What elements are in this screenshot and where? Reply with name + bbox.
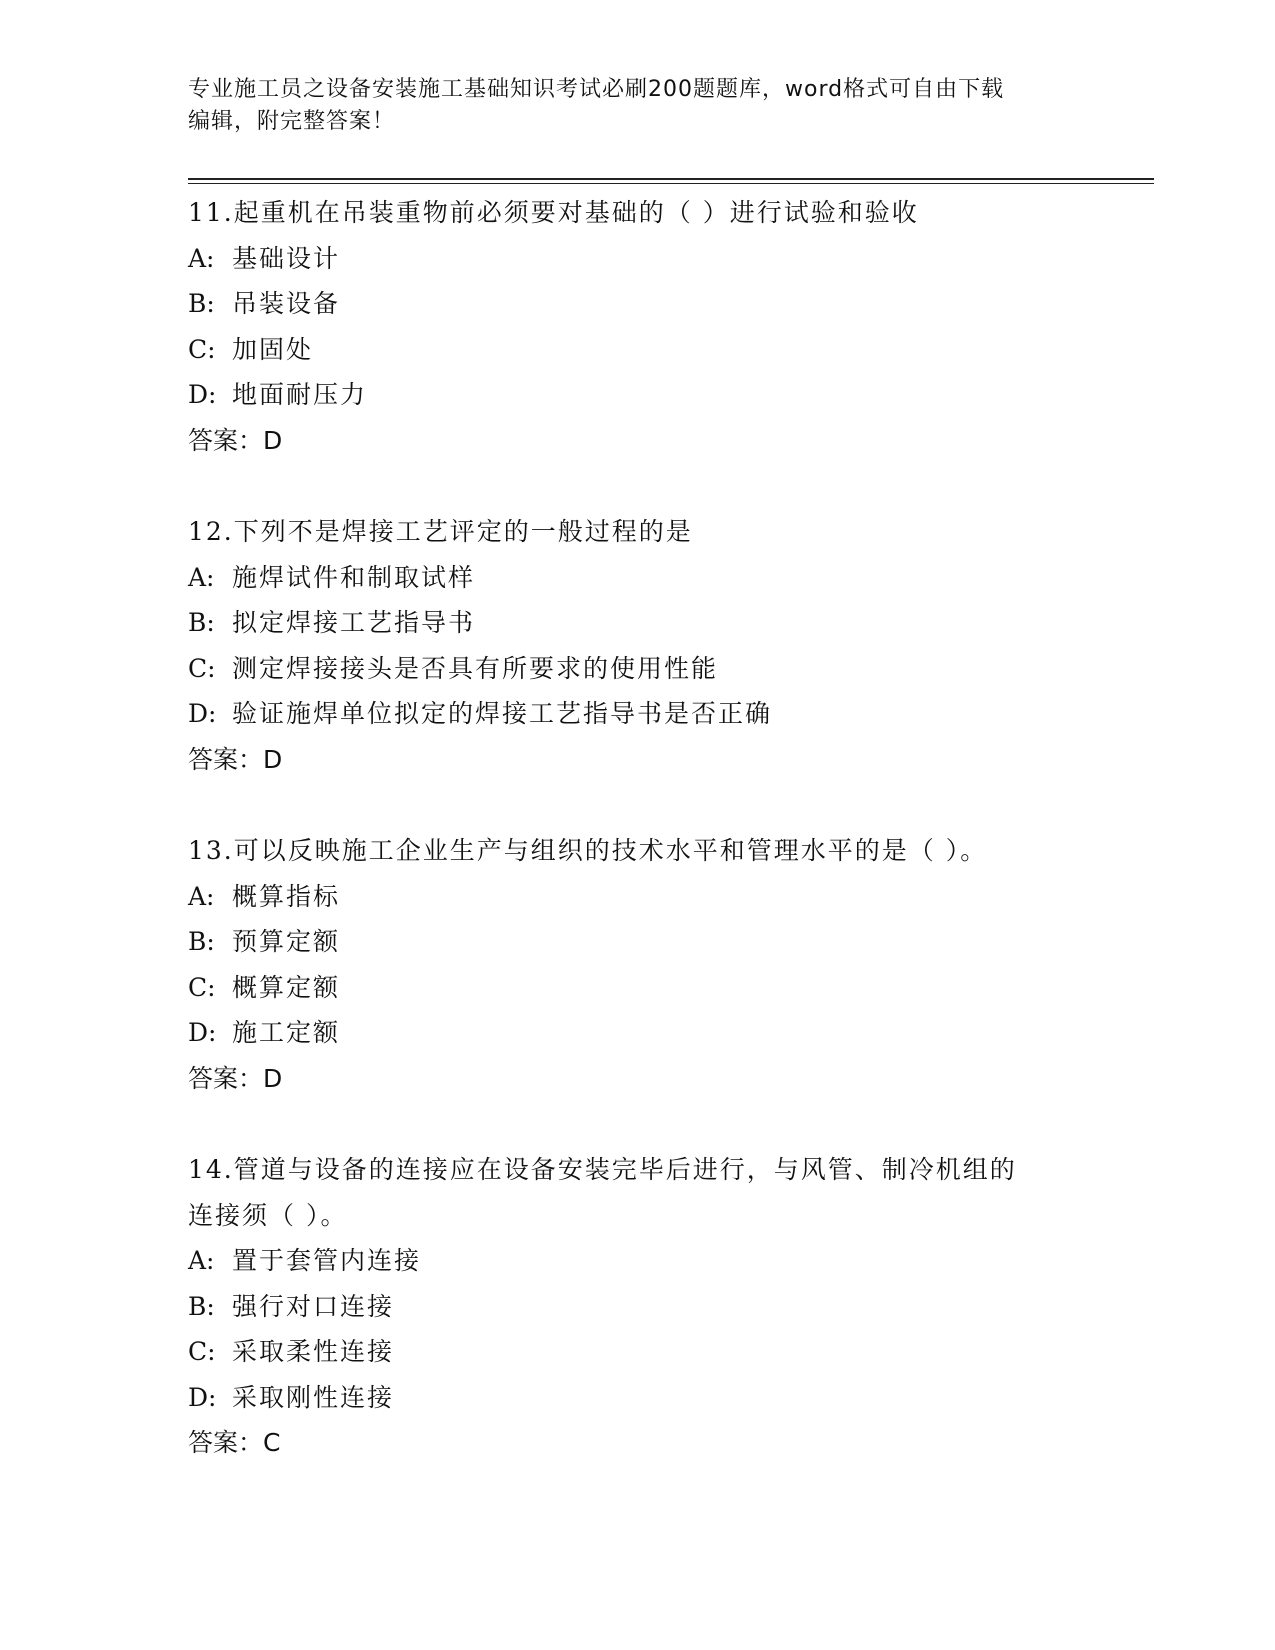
question-11	[188, 190, 1088, 463]
option-letter: D:	[188, 699, 217, 728]
option-a	[188, 1238, 1088, 1284]
option-a	[188, 236, 1088, 282]
option-b	[188, 600, 1088, 646]
option-d	[188, 1375, 1088, 1421]
option-letter: A:	[188, 881, 215, 911]
option-d	[188, 691, 1088, 737]
option-letter: B:	[188, 927, 215, 956]
option-letter: D:	[188, 1382, 217, 1412]
option-letter: C:	[188, 972, 216, 1002]
spacer	[188, 1101, 1088, 1147]
option-c	[188, 327, 1088, 373]
option-text: 强行对口连接	[232, 1291, 395, 1321]
header-divider-thin	[188, 183, 1154, 184]
question-12	[188, 509, 1088, 782]
document-header	[188, 74, 1088, 138]
header-divider-thick	[188, 178, 1154, 180]
option-text: 拟定焊接工艺指导书	[232, 608, 476, 637]
option-letter: D:	[188, 380, 217, 409]
option-text: 测定焊接接头是否具有所要求的使用性能	[232, 653, 719, 683]
answer-line: 答案：D	[188, 425, 283, 455]
question-stem: 12.下列不是焊接工艺评定的一般过程的是	[188, 517, 693, 546]
option-text: 施焊试件和制取试样	[232, 562, 476, 592]
option-text: 采取刚性连接	[232, 1382, 395, 1412]
option-b	[188, 919, 1088, 965]
answer-line: 答案：D	[188, 744, 283, 774]
option-letter: C:	[188, 653, 216, 683]
option-text: 采取柔性连接	[232, 1337, 395, 1366]
question-stem-continued: 连接须（ ）。	[188, 1200, 348, 1230]
question-14	[188, 1147, 1088, 1466]
question-list	[188, 190, 1088, 1466]
question-stem: 11.起重机在吊装重物前必须要对基础的（ ）进行试验和验收	[188, 198, 919, 227]
option-b	[188, 281, 1088, 327]
option-c	[188, 646, 1088, 692]
option-text: 施工定额	[232, 1018, 341, 1047]
option-text: 概算定额	[232, 972, 341, 1002]
option-letter: A:	[188, 1246, 215, 1275]
option-text: 加固处	[232, 334, 314, 364]
option-letter: D:	[188, 1018, 217, 1047]
question-stem: 13.可以反映施工企业生产与组织的技术水平和管理水平的是（ ）。	[188, 836, 988, 865]
question-13	[188, 828, 1088, 1101]
header-line-2: 编辑，附完整答案！	[188, 109, 396, 134]
answer-line: 答案：C	[188, 1428, 281, 1457]
option-letter: B:	[188, 608, 215, 637]
option-letter: B:	[188, 289, 215, 318]
option-letter: B:	[188, 1291, 215, 1321]
option-a	[188, 874, 1088, 920]
spacer	[188, 782, 1088, 828]
option-text: 置于套管内连接	[232, 1246, 422, 1275]
option-text: 预算定额	[232, 927, 341, 956]
option-text: 吊装设备	[232, 289, 341, 318]
option-letter: A:	[188, 243, 215, 273]
spacer	[188, 463, 1088, 509]
option-letter: C:	[188, 1337, 216, 1366]
option-letter: A:	[188, 562, 215, 592]
option-c	[188, 1329, 1088, 1375]
option-text: 验证施焊单位拟定的焊接工艺指导书是否正确	[232, 699, 773, 728]
option-a	[188, 555, 1088, 601]
option-d	[188, 372, 1088, 418]
option-text: 基础设计	[232, 243, 341, 273]
answer-line: 答案：D	[188, 1063, 283, 1093]
option-letter: C:	[188, 334, 216, 364]
option-b	[188, 1284, 1088, 1330]
option-d	[188, 1010, 1088, 1056]
option-text: 概算指标	[232, 881, 341, 911]
header-line-1: 专业施工员之设备安装施工基础知识考试必刷200题题库，word格式可自由下载	[188, 77, 1005, 102]
question-stem: 14.管道与设备的连接应在设备安装完毕后进行，与风管、制冷机组的	[188, 1155, 1017, 1184]
option-text: 地面耐压力	[232, 380, 368, 409]
option-c	[188, 965, 1088, 1011]
